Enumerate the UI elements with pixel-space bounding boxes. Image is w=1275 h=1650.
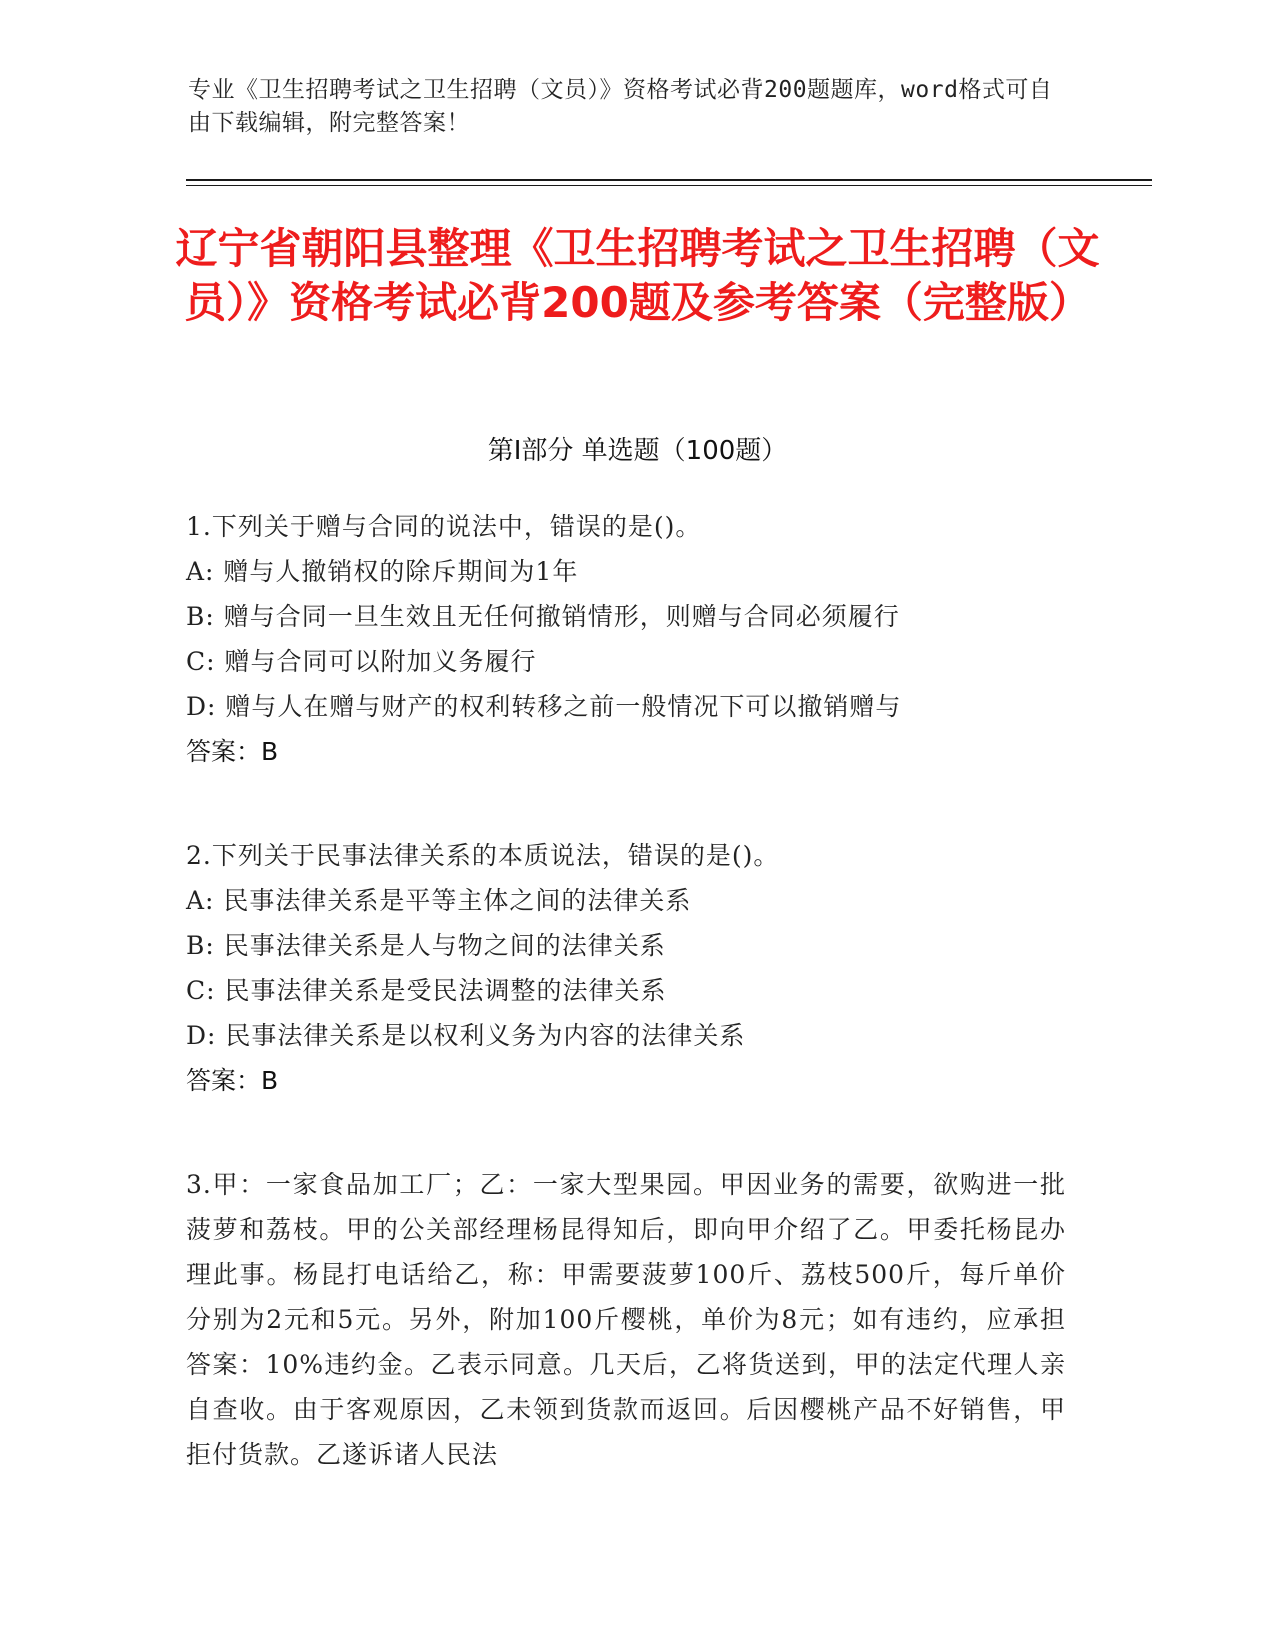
header-divider-thick	[186, 179, 1152, 181]
question-1	[186, 504, 1086, 774]
answer: 答案：B	[186, 1066, 279, 1095]
option-b: B: 民事法律关系是人与物之间的法律关系	[186, 931, 666, 960]
header-note: 专业《卫生招聘考试之卫生招聘（文员）》资格考试必背200题题库，word格式可自由下载编辑，附完整答案！	[188, 77, 1053, 136]
question-2	[186, 833, 1086, 1103]
question-3-stem: 3.甲：一家食品加工厂；乙：一家大型果园。甲因业务的需要，欲购进一批菠萝和荔枝。甲的公关部经理杨昆得知后，即向甲介绍了乙。甲委托杨昆办理此事。杨昆打电话给乙，称：甲需要菠萝100斤、荔枝500斤，每斤单价分别为2元和5元。另外，附加100斤樱桃，单价为8元；如有违约，应承担答案：10%违约金。乙表示同意。几天后，乙将货送到，甲的法定代理人亲自查收。由于客观原因，乙未领到货款而返回。后因樱桃产品不好销售，甲拒付货款。乙遂诉诸人民法	[186, 1170, 1066, 1469]
document-title: 辽宁省朝阳县整理《卫生招聘考试之卫生招聘（文员）》资格考试必背200题及参考答案（完整版）	[175, 224, 1100, 327]
option-a: A: 赠与人撤销权的除斥期间为1年	[186, 557, 579, 586]
answer: 答案：B	[186, 737, 279, 766]
option-b: B: 赠与合同一旦生效且无任何撤销情形，则赠与合同必须履行	[186, 602, 900, 631]
section-title: 第Ⅰ部分 单选题（100题）	[487, 436, 788, 466]
question-stem: 1.下列关于赠与合同的说法中，错误的是()。	[186, 512, 702, 541]
option-c: C: 民事法律关系是受民法调整的法律关系	[186, 976, 667, 1005]
option-d: D: 赠与人在赠与财产的权利转移之前一般情况下可以撤销赠与	[186, 692, 902, 721]
header-divider-thin	[186, 185, 1152, 186]
option-d: D: 民事法律关系是以权利义务为内容的法律关系	[186, 1021, 746, 1050]
question-stem: 2.下列关于民事法律关系的本质说法，错误的是()。	[186, 841, 780, 870]
option-a: A: 民事法律关系是平等主体之间的法律关系	[186, 886, 692, 915]
option-c: C: 赠与合同可以附加义务履行	[186, 647, 537, 676]
